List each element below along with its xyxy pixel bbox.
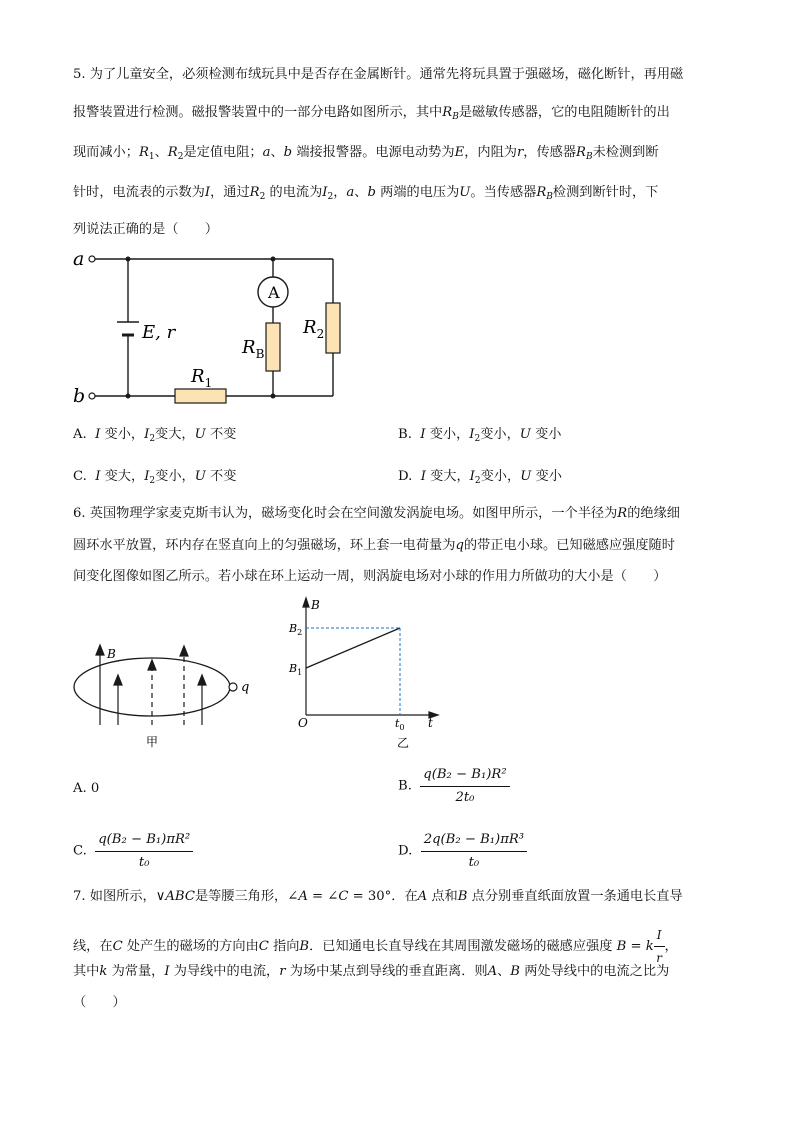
terminal-a bbox=[89, 256, 95, 262]
charged-ball bbox=[229, 683, 237, 691]
q5-option-d[interactable]: D. I 变大，$I_2$变小，U 变小 bbox=[398, 469, 562, 486]
q7-line-1: 7. 如图所示，∨ABC是等腰三角形，∠A = ∠C = 30°．在A 点和B 点分别垂直纸面放置一条通电长直导 bbox=[73, 889, 683, 904]
b-t-line bbox=[306, 628, 400, 668]
label-a: a bbox=[73, 248, 85, 270]
resistor-rb bbox=[266, 323, 280, 371]
yi-axis-x: t bbox=[428, 716, 433, 730]
yi-b2: $B_2$ bbox=[289, 622, 303, 637]
rb-label: $R_B$ bbox=[242, 337, 265, 361]
jia-label-b: B bbox=[107, 647, 116, 661]
q5-line-3: 现而减小；$R_1$、$R_2$是定值电阻；a、b 端接报警器。电源电动势为E，内阻为r，传感器$R_B$未检测到断 bbox=[73, 145, 659, 162]
q6-option-c[interactable]: C. $\frac{\text{q(B₂ − B₁)πR²}}{\text{t₀}}$ bbox=[73, 830, 193, 873]
yi-b1: $B_1$ bbox=[289, 662, 303, 677]
q6-line-1: 6. 英国物理学家麦克斯韦认为，磁场变化时会在空间激发涡旋电场。如图甲所示，一个半径为R的绝缘细 bbox=[73, 506, 680, 521]
q7-line-3: 其中k 为常量，I 为导线中的电流，r 为场中某点到导线的垂直距离．则A、B 两处导线中的电流之比为 bbox=[73, 964, 670, 979]
q5-line-1: 5. 为了儿童安全，必须检测布绒玩具中是否存在金属断针。通常先将玩具置于强磁场，磁化断针，再用磁 bbox=[73, 67, 684, 82]
q6-line-3: 间变化图像如图乙所示。若小球在环上运动一周，则涡旋电场对小球的作用力所做功的大小是（ ） bbox=[73, 569, 667, 584]
q7-line-2: 线，在C 处产生的磁场的方向由C 指向B．已知通电长直导线在其周围激发磁场的磁感应强度 B = k $\frac{I}{r}$ ， bbox=[73, 925, 678, 968]
q5-line-2: 报警装置进行检测。磁报警装置中的一部分电路如图所示，其中$R_B$是磁敏传感器，它的电阻随断针的出 bbox=[73, 105, 670, 122]
jia-caption: 甲 bbox=[146, 735, 159, 749]
q7-line-4: （ ） bbox=[73, 995, 126, 1010]
yi-axis-y: B bbox=[311, 598, 320, 612]
q6-figure-yi bbox=[285, 595, 445, 755]
resistor-r1 bbox=[175, 389, 226, 403]
q6-option-d[interactable]: D. $\frac{\text{2q(B₂ − B₁)πR³}}{\text{t₀}}$ bbox=[398, 830, 527, 873]
q5-option-a[interactable]: A. I 变小，$I_2$变大，U 不变 bbox=[73, 427, 237, 444]
yi-t0: $t_0$ bbox=[395, 717, 405, 732]
r1-label: $R_1$ bbox=[191, 366, 213, 390]
r2-label: $R_2$ bbox=[303, 317, 325, 341]
terminal-b bbox=[89, 393, 95, 399]
q5-circuit-diagram bbox=[70, 245, 360, 410]
label-b: b bbox=[73, 385, 86, 407]
q5-option-c[interactable]: C. I 变大，$I_2$变小，U 不变 bbox=[73, 469, 237, 486]
jia-label-q: q bbox=[241, 680, 250, 695]
q6-option-b[interactable]: B. $\frac{\text{q(B₂ − B₁)R²}}{\text{2t₀}}$ bbox=[398, 765, 510, 808]
q5-option-b[interactable]: B. I 变小，$I_2$变小，U 变小 bbox=[398, 427, 562, 444]
q5-line-5: 列说法正确的是（ ） bbox=[73, 222, 219, 237]
q6-figure-jia bbox=[70, 640, 255, 755]
yi-caption: 乙 bbox=[397, 736, 410, 750]
ammeter-label: A bbox=[268, 283, 280, 302]
q5-line-4: 针时，电流表的示数为I，通过$R_2$ 的电流为$I_2$，a、b 两端的电压为U。当传感器$R_B$检测到断针时，下 bbox=[73, 185, 659, 202]
yi-origin: O bbox=[298, 716, 308, 730]
resistor-r2 bbox=[326, 303, 340, 353]
q6-line-2: 圆环水平放置，环内存在竖直向上的匀强磁场，环上套一电荷量为q的带正电小球。已知磁感应强度随时 bbox=[73, 538, 675, 553]
q6-option-a[interactable]: A. 0 bbox=[73, 781, 100, 796]
source-label: E, r bbox=[142, 322, 176, 343]
